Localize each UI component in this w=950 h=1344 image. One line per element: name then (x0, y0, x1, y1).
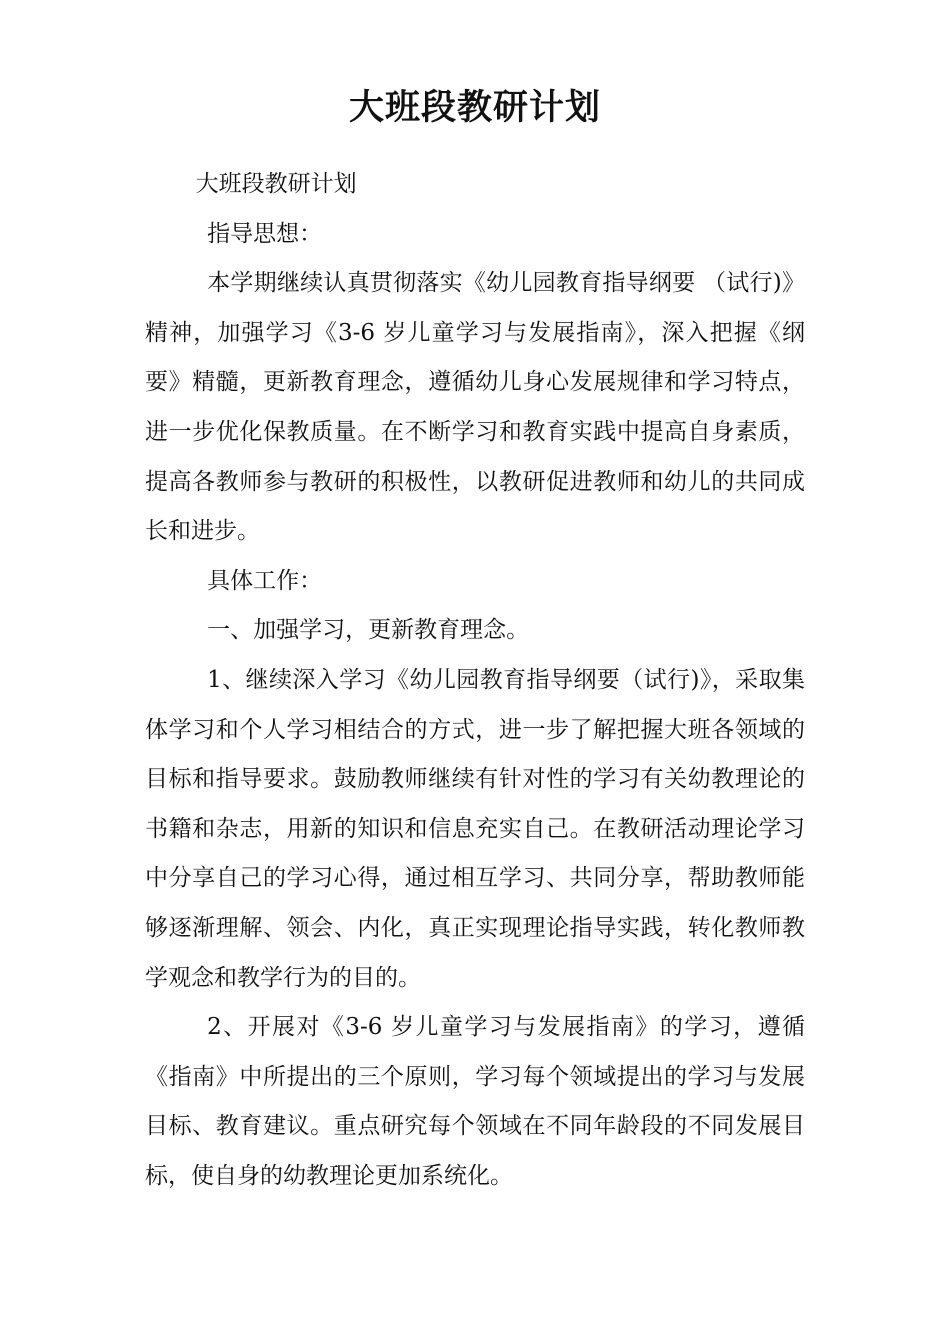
document-title: 大班段教研计划 (348, 88, 601, 128)
section-heading-part-one: 一、加强学习，更新教育理念。 (207, 617, 530, 644)
section-heading-guiding-thought: 指导思想： (207, 220, 323, 247)
document-subtitle: 大班段教研计划 (195, 171, 357, 197)
paragraph-item-1: 1、继续深入学习《幼儿园教育指导纲要（试行)》，采取集体学习和个人学习相结合的方式，进一步了解把握大班各领域的目标和指导要求。鼓励教师继续有针对性的学习有关幼教理论的书籍和杂志，用新的知识和信息充实自己。在教研活动理论学习中分享自己的学习心得，通过相互学习、共同分享，帮助教师能够逐渐理解、领会、内化，真正实现理论指导实践，转化教师教学观念和教学行为的目的。 (145, 666, 805, 991)
section-heading-specific-work: 具体工作： (207, 567, 323, 594)
paragraph-guiding-thought: 本学期继续认真贯彻落实《幼儿园教育指导纲要 （试行)》精神，加强学习《3-6 岁儿童学习与发展指南》，深入把握《纲要》精髓，更新教育理念，遵循幼儿身心发展规律和学习特点，进一步优化保教质量。在不断学习和教育实践中提高自身素质，提高各教师参与教研的积极性，以教研促进教师和幼儿的共同成长和进步。 (145, 270, 805, 545)
paragraph-item-2: 2、开展对《3-6 岁儿童学习与发展指南》的学习，遵循《指南》中所提出的三个原则，学习每个领域提出的学习与发展目标、教育建议。重点研究每个领域在不同年龄段的不同发展目标，使自身的幼教理论更加系统化。 (145, 1014, 805, 1189)
document-body (145, 160, 805, 1201)
